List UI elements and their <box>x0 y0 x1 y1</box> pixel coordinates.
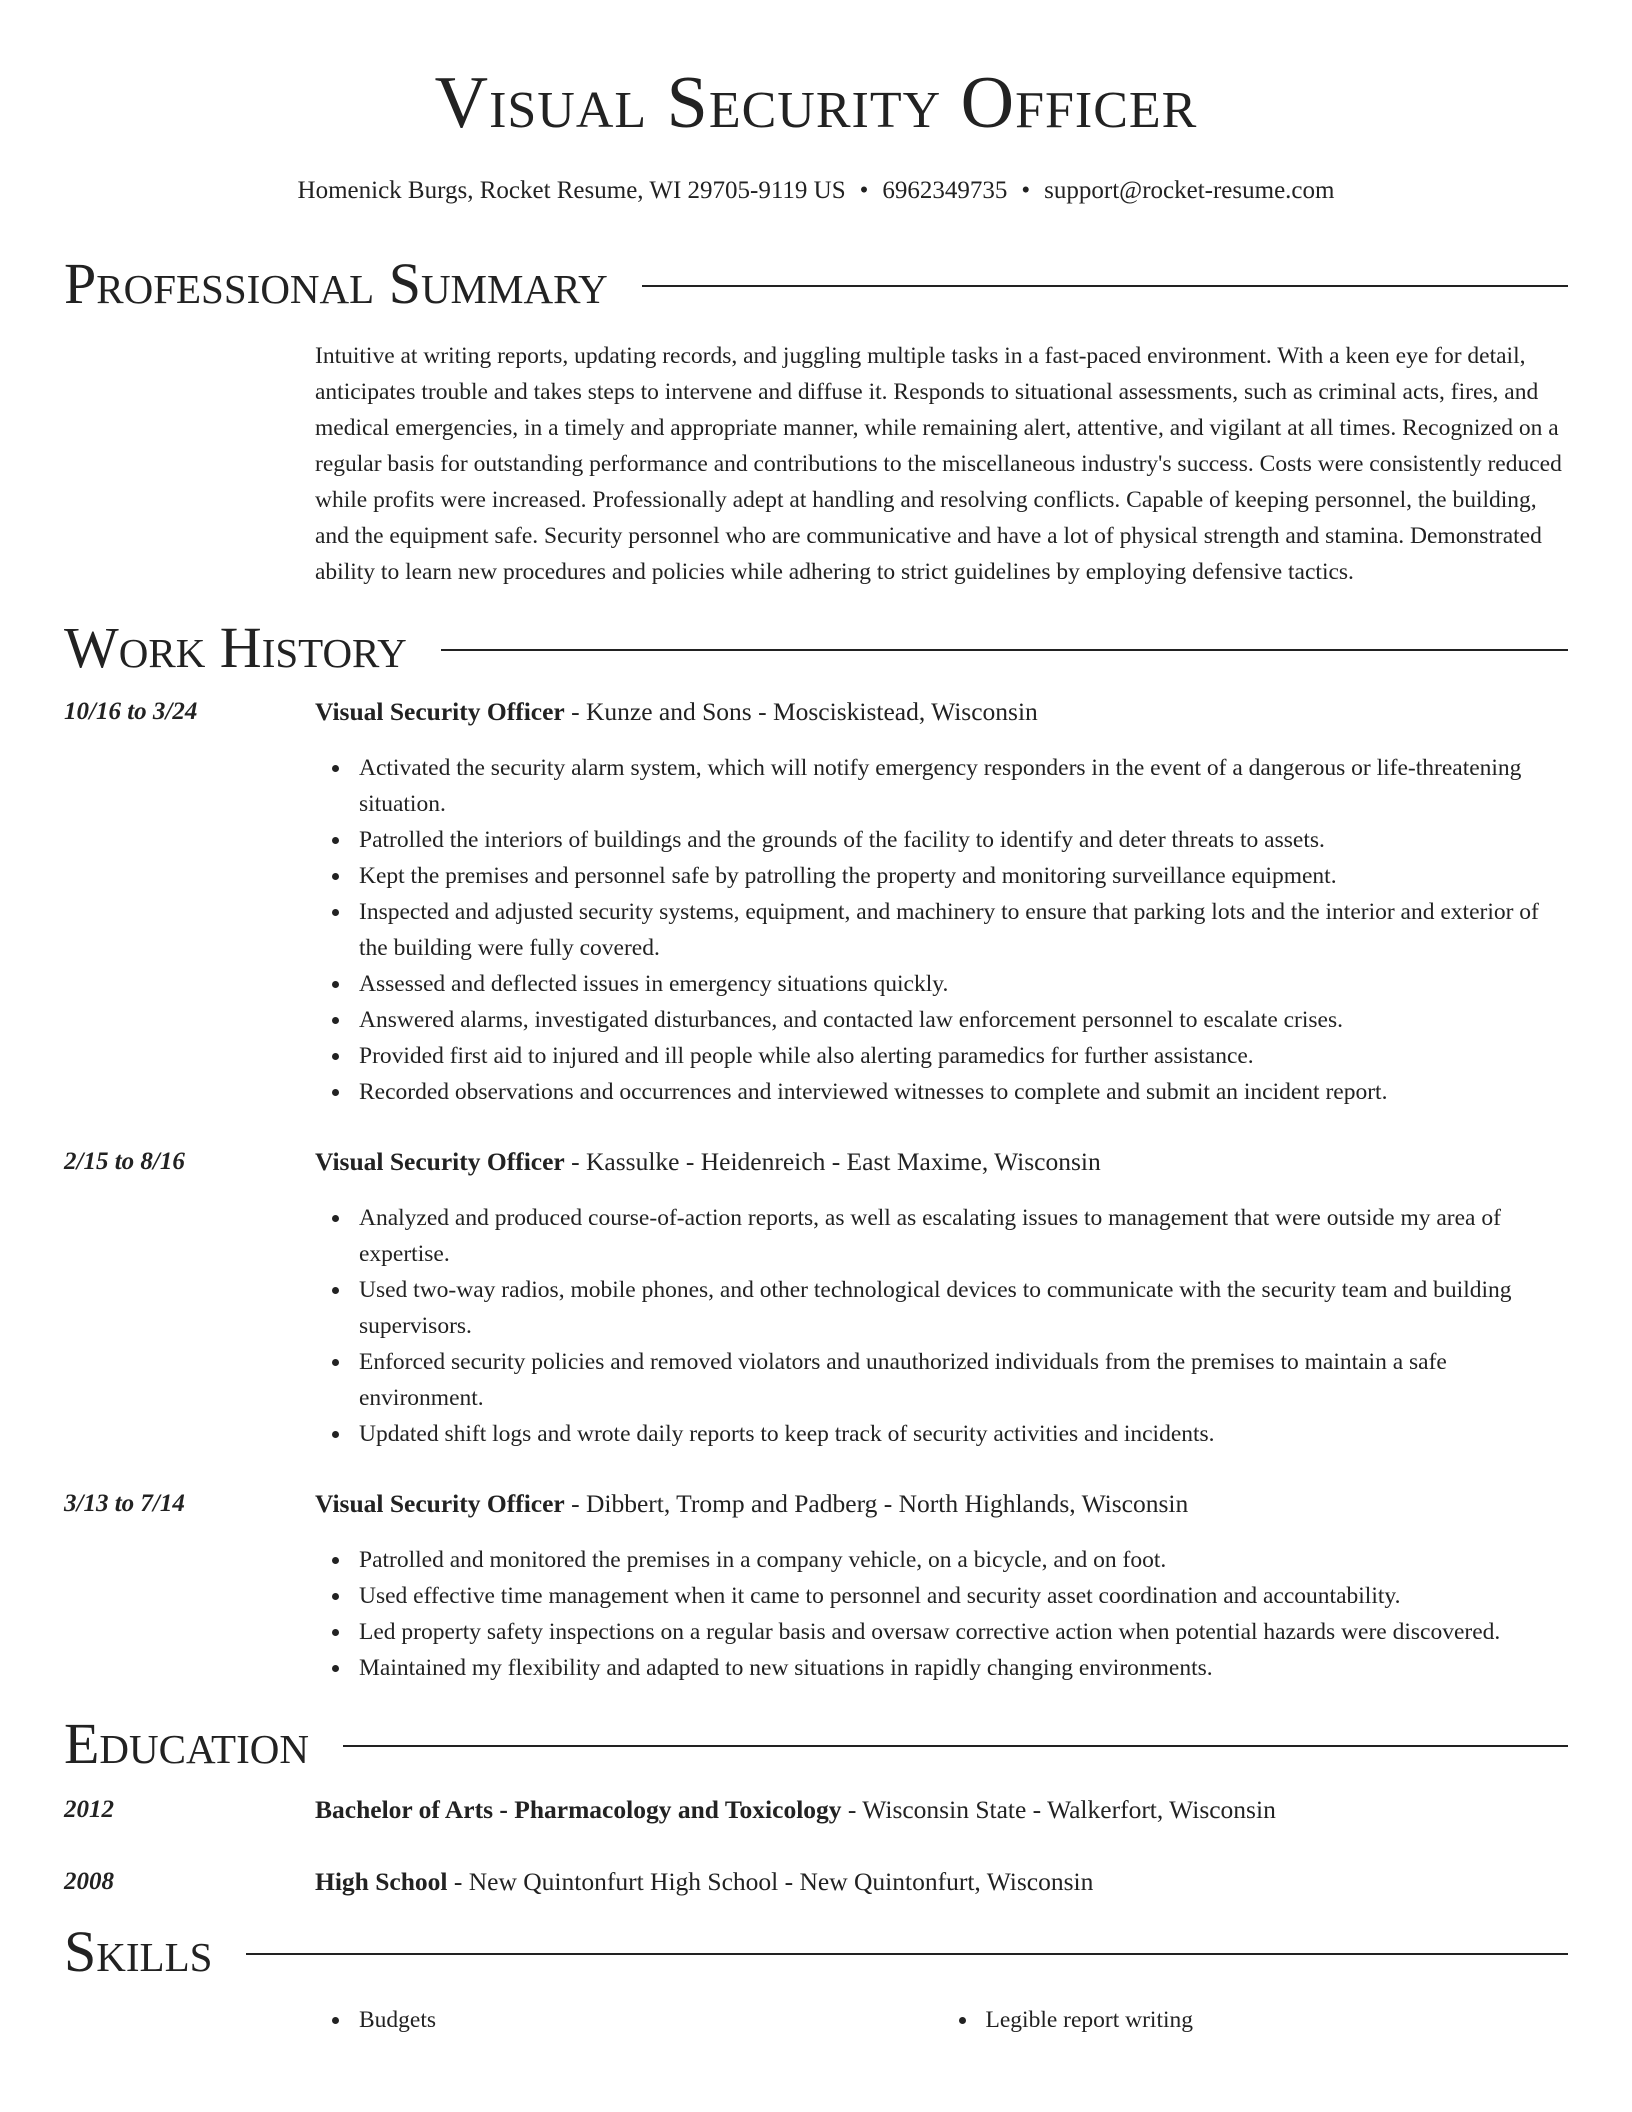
list-item: Analyzed and produced course-of-action reports, as well as escalating issues to management that were outside my area of expertise. <box>359 1200 1568 1272</box>
job-dates: 2/15 to 8/16 <box>64 1148 185 1175</box>
summary-block <box>64 338 1568 590</box>
education-school: - Wisconsin State - Walkerfort, Wisconsin <box>841 1795 1276 1824</box>
section-header-skills <box>64 1920 1568 1984</box>
job-heading <box>315 694 1568 730</box>
list-item: Inspected and adjusted security systems, equipment, and machinery to ensure that parking lots and the interior and exterior of the building were fully covered. <box>359 894 1568 966</box>
job-dates: 10/16 to 3/24 <box>64 698 198 725</box>
section-title-work: Work History <box>64 615 407 680</box>
job-employer: - Kunze and Sons - Mosciskistead, Wisconsin <box>564 697 1038 726</box>
contact-separator: • <box>1021 177 1031 204</box>
contact-line <box>64 176 1568 206</box>
section-title-skills: Skills <box>64 1919 213 1984</box>
job-heading <box>315 1144 1568 1180</box>
list-item: Budgets <box>359 2002 942 2038</box>
education-school: - New Quintonfurt High School - New Quintonfurt, Wisconsin <box>447 1867 1094 1896</box>
section-divider <box>343 1745 1568 1747</box>
list-item: Legible report writing <box>986 2002 1569 2038</box>
job-title: Visual Security Officer <box>315 697 565 726</box>
section-divider <box>642 285 1568 287</box>
skills-grid <box>315 2002 1568 2038</box>
section-divider <box>441 649 1568 651</box>
section-divider <box>246 1953 1568 1955</box>
list-item: Patrolled the interiors of buildings and the grounds of the facility to identify and deter threats to assets. <box>359 822 1568 858</box>
education-year: 2012 <box>64 1796 114 1823</box>
list-item: Used two-way radios, mobile phones, and other technological devices to communicate with the security team and building supervisors. <box>359 1272 1568 1344</box>
list-item: Enforced security policies and removed violators and unauthorized individuals from the premises to maintain a safe environment. <box>359 1344 1568 1416</box>
education-entry <box>64 1864 1568 1900</box>
contact-email: support@rocket-resume.com <box>1044 177 1335 204</box>
skills-column-right <box>942 2002 1569 2038</box>
list-item: Used effective time management when it came to personnel and security asset coordination and accountability. <box>359 1578 1568 1614</box>
contact-separator: • <box>859 177 869 204</box>
job-entry <box>64 694 1568 1110</box>
job-employer: - Kassulke - Heidenreich - East Maxime, Wisconsin <box>564 1147 1101 1176</box>
job-entry <box>64 1144 1568 1452</box>
skills-spacer <box>64 2002 315 2038</box>
list-item: Kept the premises and personnel safe by patrolling the property and monitoring surveillance equipment. <box>359 858 1568 894</box>
summary-text: Intuitive at writing reports, updating records, and juggling multiple tasks in a fast-paced environment. With a keen eye for detail, anticipates trouble and takes steps to intervene and diffuse it. Responds to situational assessments, such as criminal acts, fires, and medical emergencies, in a timely and appropriate manner, while remaining alert, attentive, and vigilant at all times. Recognized on a regular basis for outstanding performance and contributions to the miscellaneous industry's success. Costs were consistently reduced while profits were increased. Professionally adept at handling and resolving conflicts. Capable of keeping personnel, the building, and the equipment safe. Security personnel who are communicative and have a lot of physical strength and stamina. Demonstrated ability to learn new procedures and policies while adhering to strict guidelines by employing defensive tactics. <box>315 343 1562 585</box>
skills-list-right <box>942 2002 1569 2038</box>
education-degree: High School <box>315 1867 448 1896</box>
list-item: Recorded observations and occurrences and interviewed witnesses to complete and submit an incident report. <box>359 1074 1568 1110</box>
skills-column-left <box>315 2002 942 2038</box>
job-bullets <box>315 1542 1568 1686</box>
education-body <box>315 1792 1568 1828</box>
education-degree: Bachelor of Arts - Pharmacology and Toxicology <box>315 1795 842 1824</box>
list-item: Answered alarms, investigated disturbances, and contacted law enforcement personnel to escalate crises. <box>359 1002 1568 1038</box>
list-item: Provided first aid to injured and ill people while also alerting paramedics for further assistance. <box>359 1038 1568 1074</box>
skills-block <box>64 2002 1568 2038</box>
job-dates: 3/13 to 7/14 <box>64 1490 185 1517</box>
skills-list-left <box>315 2002 942 2038</box>
summary-spacer <box>64 338 315 590</box>
job-body <box>315 1144 1568 1452</box>
job-employer: - Dibbert, Tromp and Padberg - North Highlands, Wisconsin <box>564 1489 1189 1518</box>
list-item: Maintained my flexibility and adapted to new situations in rapidly changing environments. <box>359 1650 1568 1686</box>
section-header-education <box>64 1712 1568 1776</box>
section-header-work <box>64 616 1568 680</box>
list-item: Patrolled and monitored the premises in a company vehicle, on a bicycle, and on foot. <box>359 1542 1568 1578</box>
job-title: Visual Security Officer <box>315 1147 565 1176</box>
job-heading <box>315 1486 1568 1522</box>
job-title: Visual Security Officer <box>315 1489 565 1518</box>
education-body <box>315 1864 1568 1900</box>
contact-phone: 6962349735 <box>882 177 1008 204</box>
list-item: Led property safety inspections on a regular basis and oversaw corrective action when potential hazards were discovered. <box>359 1614 1568 1650</box>
education-entry <box>64 1792 1568 1828</box>
job-body <box>315 1486 1568 1686</box>
list-item: Assessed and deflected issues in emergency situations quickly. <box>359 966 1568 1002</box>
section-header-summary <box>64 252 1568 316</box>
education-year: 2008 <box>64 1868 114 1895</box>
contact-address: Homenick Burgs, Rocket Resume, WI 29705-9119 US <box>297 177 846 204</box>
resume-title: Visual Security Officer <box>434 62 1198 144</box>
job-entry <box>64 1486 1568 1686</box>
job-bullets <box>315 1200 1568 1452</box>
job-body <box>315 694 1568 1110</box>
list-item: Updated shift logs and wrote daily reports to keep track of security activities and incidents. <box>359 1416 1568 1452</box>
list-item: Activated the security alarm system, which will notify emergency responders in the event of a dangerous or life-threatening situation. <box>359 750 1568 822</box>
section-title-summary: Professional Summary <box>64 251 608 316</box>
section-title-education: Education <box>64 1711 309 1776</box>
job-bullets <box>315 750 1568 1110</box>
